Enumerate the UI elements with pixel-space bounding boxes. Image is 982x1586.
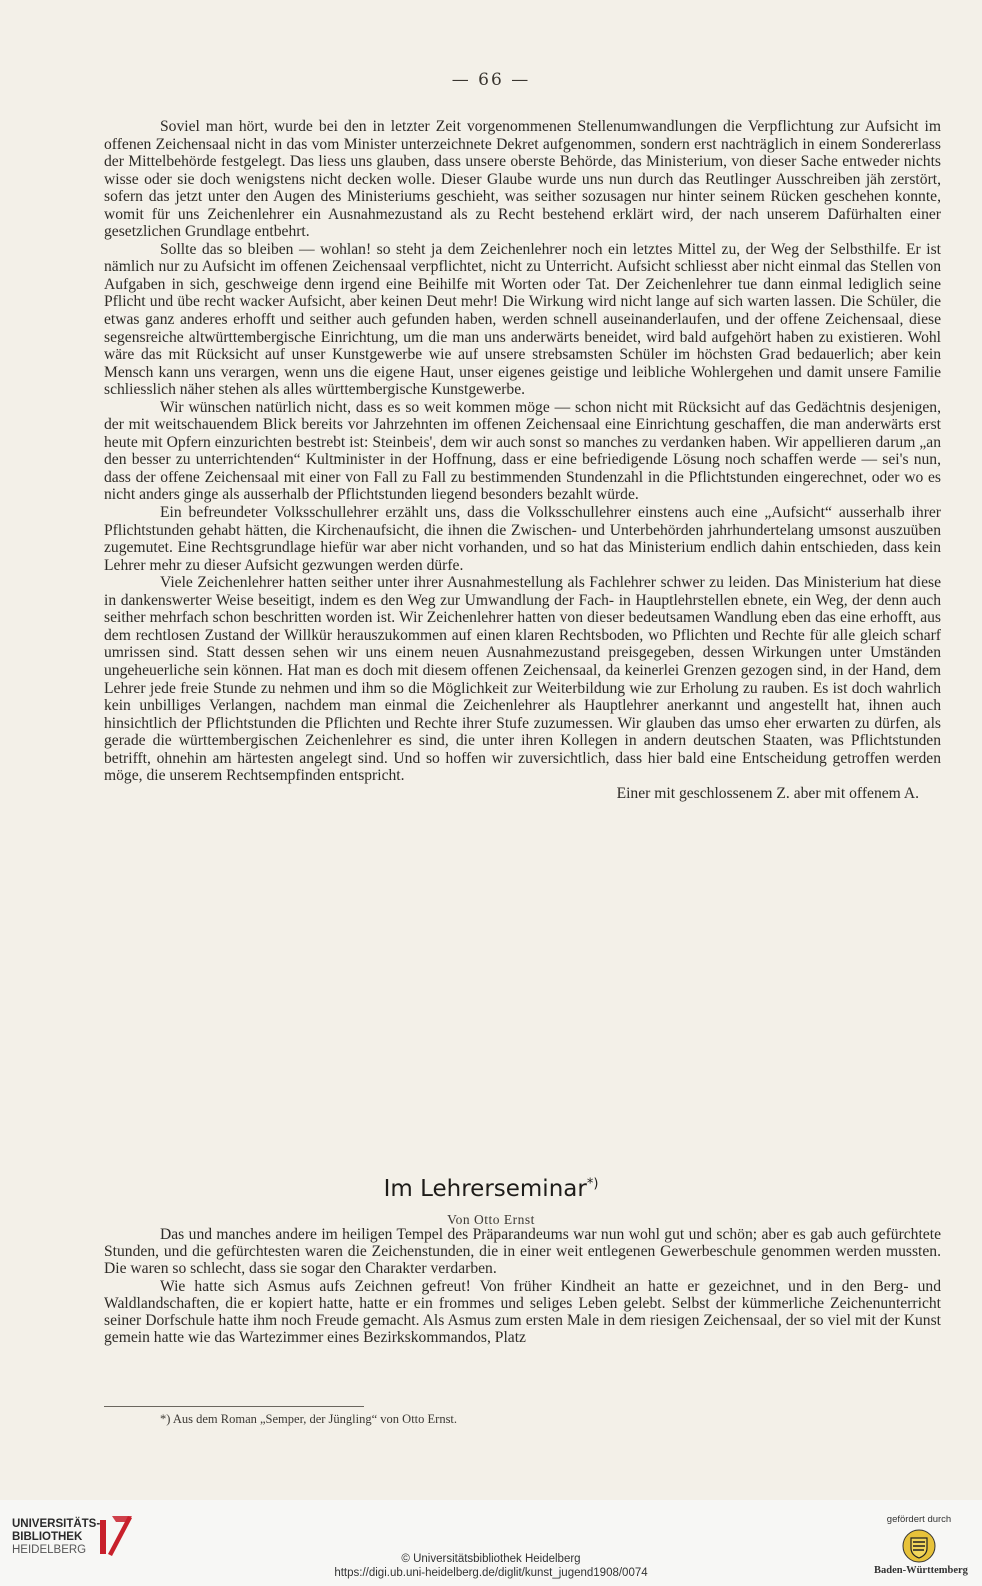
- article-title-text: Im Lehrerseminar: [383, 1176, 587, 1202]
- funder-name: Baden-Württemberg: [874, 1565, 968, 1576]
- library-name-line: HEIDELBERG: [12, 1544, 87, 1556]
- copyright-text: © Universitätsbibliothek Heidelberg: [401, 1553, 581, 1565]
- coat-of-arms-icon: [902, 1529, 936, 1563]
- paragraph: Ein befreundeter Volksschullehrer erzählt uns, dass die Volksschullehrer einstens auch eine „Aufsicht“ ausserhalb ihrer Pflichtstunden gehabt hätten, die Kirchenaufsicht, die ihnen die Zwischen- und Unterbehörden jahrhundertelang umsonst auszuüben zugemutet. Eine Rechtsgrundlage hiefür war aber nicht vorhanden, und so hat das Ministerium endlich dahin entschieden, dass kein Lehrer mehr zu dieser Aufsicht gezwungen werden dürfe.: [104, 504, 941, 574]
- logo-bar: [100, 1520, 106, 1554]
- article-body: [104, 118, 941, 802]
- article-title: [0, 1176, 982, 1202]
- funder-block: [874, 1514, 968, 1576]
- permalink[interactable]: https://digi.ub.uni-heidelberg.de/diglit/kunst_jugend1908/0074: [334, 1567, 648, 1579]
- story-body: [104, 1226, 941, 1346]
- library-logo-icon[interactable]: [98, 1510, 134, 1558]
- library-name-line: BIBLIOTHEK: [12, 1531, 83, 1543]
- page-number: — 66 —: [451, 70, 531, 90]
- footnote-mark: *): [586, 1176, 599, 1192]
- paragraph: Wir wünschen natürlich nicht, dass es so weit kommen möge — schon nicht mit Rücksicht auf das Gedächtnis desjenigen, der mit weitschauendem Blick bereits vor Jahrzehnten im offenen Zeichensaal eine Einrichtung geschaffen, die man anderwärts erst heute mit Opfern einzurichten bestrebt ist: Steinbeis', dem wir auch sonst so manches zu verdanken haben. Wir appellieren darum „an den besser zu unterrichtenden“ Kultminister in der Hoffnung, dass er eine befriedigende Lösung noch schaffen werde — sei's nun, dass der offene Zeichensaal mit einer von Fall zu Fall zu bestimmenden Stundenzahl in die Pflichtstunden eingerechnet, oder wo es nicht anders ginge als ausserhalb der Pflichtstunden liegend besonders bezahlt würde.: [104, 398, 941, 504]
- paragraph: Sollte das so bleiben — wohlan! so steht ja dem Zeichenlehrer noch ein letztes Mittel zu, der Weg der Selbsthilfe. Er ist nämlich nur zu Aufsicht im offenen Zeichensaal verpflichtet, nicht zu Unterricht. Aufsicht schliesst aber nicht einmal das Stellen von Aufgaben in sich, geschweige denn irgend eine Beihilfe mit Worten oder Tat. Der Zeichenlehrer tue dann einmal lediglich seine Pflicht und übe recht wacker Aufsicht, aber keinen Deut mehr! Die Wirkung wird nicht lange auf sich warten lassen. Die Schüler, die etwas ganz anderes erhofft und seither auch gefunden haben, werden schnell auseinanderlaufen, und der offene Zeichensaal, diese segensreiche altwürttembergische Einrichtung, um die man uns anderwärts beneidet, wird bald aufgehört haben zu existieren. Wohl wäre das mit Rücksicht auf unser Kunstgewerbe wie auf unsere strebsamsten Schüler im höchsten Grad bedauerlich; aber kein Mensch kann uns verargen, wenn uns die eigene Haut, unser eigenes geistige und leibliche Wohlergehen und damit unsere Familie schliesslich näher stehen als alles württembergische Kunstgewerbe.: [104, 240, 941, 399]
- footnote-rule: [104, 1406, 364, 1407]
- copyright-block: [0, 1552, 982, 1580]
- funder-label: gefördert durch: [886, 1514, 952, 1525]
- footnote: *) Aus dem Roman „Semper, der Jüngling“ von Otto Ernst.: [160, 1412, 458, 1426]
- paragraph: Viele Zeichenlehrer hatten seither unter ihrer Ausnahmestellung als Fachlehrer schwer zu leiden. Das Ministerium hat diese in dankenswerter Weise beseitigt, indem es den Weg zur Umwandlung der Fach- in Hauptlehrstellen ebnete, ein Weg, der denn auch seither mehrfach schon beschritten worden ist. Wir Zeichenlehrer hatten von dieser bedeutsamen Wandlung eben das eine erhofft, aus dem rechtlosen Zustand der Willkür herauszukommen auf einen klaren Rechtsboden, wo Pflichten und Rechte für alle gleich scharf umrissen sind. Statt dessen sehen wir uns einem neuen Ausnahmezustand preisgegeben, dessen Wirkungen unter Umständen ungeheuerliche sein können. Hat man es doch mit diesem offenen Zeichensaal, da keinerlei Grenzen gezogen sind, in der Hand, dem Lehrer jede freie Stunde zu nehmen und ihm so die Möglichkeit zur Weiterbildung wie zur Erholung zu rauben. Es ist doch wahrlich kein unbilliges Verlangen, nachdem man einmal die Zeichenlehrer als Hauptlehrer anerkannt und angestellt hat, ihnen auch hinsichtlich der Pflichtstunden die Pflichten und Rechte ihrer Stufe zuzumessen. Wir glauben das umso eher erwarten zu dürfen, als gerade die württembergischen Zeichenlehrer es sind, die unter ihren Kollegen in andern deutschen Staaten, was Pflichtstunden betrifft, ohnehin am härtesten angelegt sind. Und so hoffen wir zuversichtlich, dass hier bald eine Entscheidung getroffen werden möge, die unserem Rechtsempfinden entspricht.: [104, 574, 941, 785]
- article-author: Von Otto Ernst: [447, 1212, 535, 1227]
- paragraph: Wie hatte sich Asmus aufs Zeichnen gefreut! Von früher Kindheit an hatte er gezeichnet, und in den Berg- und Waldlandschaften, die er kopiert hatte, hatte er ein frommes und seliges Leben gelebt. Selbst der kümmerliche Zeichenunterricht seiner Dorfschule hatte ihm noch Freude gemacht. Als Asmus zum ersten Male in dem riesigen Zeichensaal, der so viel mit der Kunst gemein hatte wie das Wartezimmer eines Bezirkskommandos, Platz: [104, 1277, 941, 1347]
- paragraph: Soviel man hört, wurde bei den in letzter Zeit vorgenommenen Stellenumwandlungen die Verpflichtung zur Aufsicht im offenen Zeichensaal nicht in das vom Minister unterzeichnete Dekret aufgenommen, sondern erst nachträglich in einem Sondererlass der Mittelbehörde festgelegt. Das liess uns glauben, dass unsere oberste Behörde, das Ministerium, von dieser Sache entweder nichts wisse oder sie doch wenigstens nicht decken wolle. Dieser Glaube wurde uns nun durch das Reutlinger Ausschreiben jäh zerstört, sofern das jetzt unter den Augen des Ministeriums geschieht, was seither sozusagen nur hinter seinem Rücken geschehen konnte, womit für uns Zeichenlehrer ein Ausnahmezustand als zu Recht bestehend erklärt wird, der nach unserem Dafürhalten einer gesetzlichen Grundlage entbehrt.: [104, 118, 941, 241]
- paragraph: Das und manches andere im heiligen Tempel des Präparandeums war nun wohl gut und schön; aber es gab auch gefürchtete Stunden, und die gefürchtesten waren die Zeichenstunden, die in einer weit entlegenen Gewerbeschule genommen werden mussten. Die waren so schlecht, dass sie sogar den Charakter verdarben.: [104, 1226, 941, 1278]
- library-name-line: UNIVERSITÄTS-: [12, 1518, 101, 1530]
- article-signature: Einer mit geschlossenem Z. aber mit offenem A.: [616, 784, 919, 802]
